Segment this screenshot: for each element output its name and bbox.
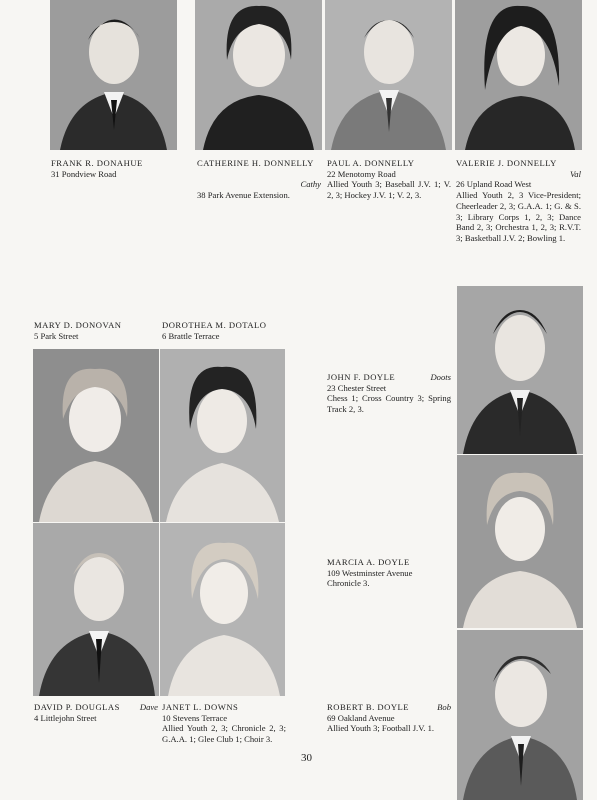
student-address: 23 Chester Street	[327, 382, 387, 393]
student-address: 10 Stevens Terrace	[162, 712, 228, 723]
portrait-john-doyle	[457, 286, 583, 454]
student-nickname: Bob	[437, 702, 451, 712]
entry-frank-donahue	[51, 158, 179, 179]
portrait-janet-downs	[160, 523, 285, 696]
student-address: 109 Westminster Avenue	[327, 567, 413, 578]
student-address: 31 Pondview Road	[51, 168, 117, 179]
portrait-robert-doyle	[457, 630, 583, 800]
student-name: PAUL A. DONNELLY	[327, 158, 415, 168]
student-activities: Allied Youth 2, 3; Chronicle 2, 3; G.A.A. 1; Glee Club 1; Choir 3.	[162, 723, 286, 745]
portrait-marcia-doyle	[457, 455, 583, 628]
student-nickname: Dave	[139, 702, 158, 712]
entry-john-doyle	[327, 372, 451, 415]
page-number: 30	[301, 752, 312, 764]
student-address: 69 Oakland Avenue	[327, 712, 395, 723]
student-name: FRANK R. DONAHUE	[51, 158, 143, 168]
student-name: DOROTHEA M. DOTALO	[162, 320, 267, 330]
entry-david-douglas	[34, 702, 158, 723]
student-address: 4 Littlejohn Street	[34, 712, 97, 723]
entry-catherine-donnelly	[197, 158, 321, 201]
student-address: 5 Park Street	[34, 330, 79, 341]
student-name: ROBERT B. DOYLE	[327, 702, 410, 712]
student-name: VALERIE J. DONNELLY	[456, 158, 557, 168]
student-address: 26 Upland Road West	[456, 179, 532, 190]
student-name: CATHERINE H. DONNELLY	[197, 158, 314, 168]
student-address: 6 Brattle Terrace	[162, 330, 220, 341]
portrait-dorothea-dotalo	[160, 349, 285, 522]
student-name: MARCIA A. DOYLE	[327, 557, 410, 567]
student-name: MARY D. DONOVAN	[34, 320, 122, 330]
student-name: JANET L. DOWNS	[162, 702, 239, 712]
entry-robert-doyle	[327, 702, 451, 734]
entry-dorothea-dotalo	[162, 320, 288, 341]
student-name: JOHN F. DOYLE	[327, 372, 396, 382]
entry-valerie-donnelly	[456, 158, 581, 244]
student-address: 22 Menotomy Road	[327, 168, 396, 179]
student-nickname: Cathy	[300, 179, 321, 190]
student-activities: Allied Youth 3; Baseball J.V. 1; V. 2, 3; Hockey J.V. 1; V. 2, 3.	[327, 179, 451, 201]
entry-mary-donovan	[34, 320, 160, 341]
portrait-mary-donovan	[33, 349, 159, 522]
student-activities: Chronicle 3.	[327, 578, 370, 589]
portrait-catherine-donnelly	[195, 0, 322, 150]
portrait-paul-donnelly	[325, 0, 452, 150]
student-activities: Allied Youth 3; Football J.V. 1.	[327, 723, 435, 734]
student-address: 38 Park Avenue Extension.	[197, 190, 290, 201]
student-activities: Allied Youth 2, 3 Vice-President; Cheerleader 2, 3; G.A.A. 1; G. & S. 3; Library Corps 1, 2, 3; Dance Band 2, 3; Orchestra 1, 2, 3; R.V.T. 3; Basketball J.V. 2; Bowling 1.	[456, 190, 581, 243]
entry-paul-donnelly	[327, 158, 451, 201]
student-nickname: Doots	[430, 372, 451, 382]
student-nickname: Val	[570, 168, 581, 179]
entry-marcia-doyle	[327, 557, 451, 589]
portrait-david-douglas	[33, 523, 159, 696]
portrait-valerie-donnelly	[455, 0, 582, 150]
entry-janet-downs	[162, 702, 286, 745]
student-activities: Chess 1; Cross Country 3; Spring Track 2, 3.	[327, 393, 451, 415]
student-name: DAVID P. DOUGLAS	[34, 702, 120, 712]
portrait-frank-donahue	[50, 0, 177, 150]
